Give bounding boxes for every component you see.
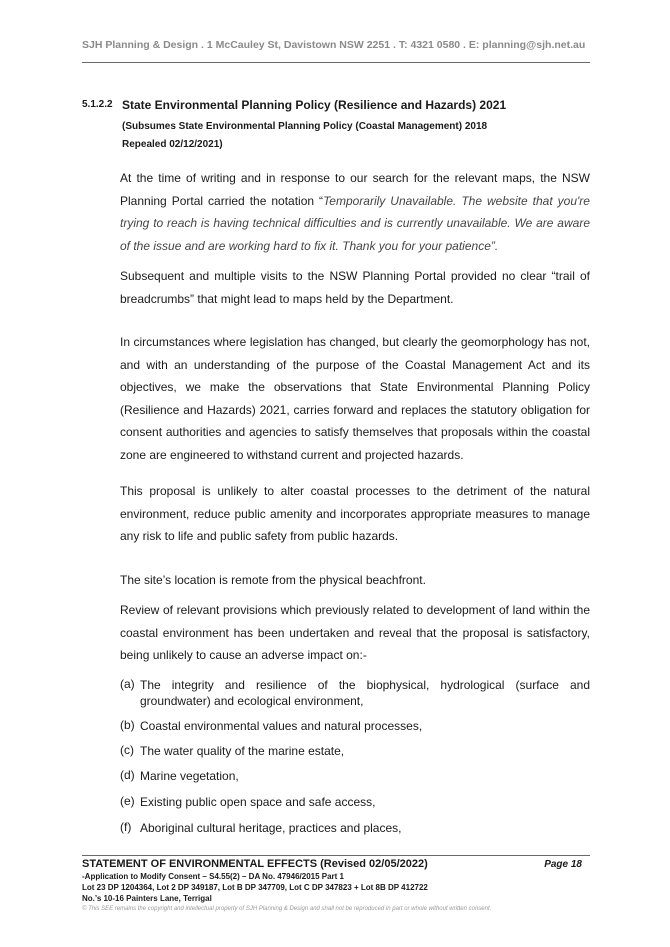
paragraph-portal-notice [120, 167, 590, 257]
list-marker: (a) [120, 677, 135, 691]
list-text: The integrity and resilience of the biophysical, hydrological (surface and groundwater) and ecological environment, [140, 678, 590, 708]
paragraph-portal-lead: At the time of writing and in response to our search for the relevant maps, the NSW Planning Portal carried the notation “ [120, 171, 590, 208]
section-title: State Environmental Planning Policy (Resilience and Hazards) 2021 [122, 98, 507, 112]
paragraph-legislation: In circumstances where legislation has changed, but clearly the geomorphology has not, and with an understanding of the purpose of the Coastal Management Act and its objectives, we make the observations that State Environmental Planning Policy (Resilience and Hazards) 2021, carries forward and replaces the statutory obligation for consent authorities and agencies to satisfy themselves that proposals within the coastal zone are engineered to withstand current and projected hazards. [120, 335, 590, 462]
list-text: Aboriginal cultural heritage, practices and places, [140, 821, 402, 835]
footer-title: STATEMENT OF ENVIRONMENTAL EFFECTS (Revised 02/05/2022) [82, 858, 428, 870]
list-marker: (d) [120, 768, 135, 782]
paragraph-proposal: This proposal is unlikely to alter coastal processes to the detriment of the natural environment, reduce public amenity and incorporates appropriate measures to manage any risk to life and public safety from public hazards. [120, 484, 590, 543]
list-text: Marine vegetation, [140, 769, 239, 783]
footer-lots-line: Lot 23 DP 1204364, Lot 2 DP 349187, Lot B DP 347709, Lot C DP 347823 + Lot 8B DP 412722 [82, 883, 428, 892]
paragraph-site-location: The site’s location is remote from the physical beachfront. [120, 573, 426, 587]
section-number: 5.1.2.2 [82, 99, 113, 110]
copyright-notice: © This SEE remains the copyright and intellectual property of SJH Planning & Design and shall not be reproduced in part or whole without written consent. [82, 906, 492, 912]
page-header: SJH Planning & Design . 1 McCauley St, Davistown NSW 2251 . T: 4321 0580 . E: planning@sjh.net.au [82, 39, 586, 51]
list-text: Existing public open space and safe access, [140, 795, 376, 809]
list-marker: (c) [120, 743, 134, 757]
footer-application-line: -Application to Modify Consent – S4.55(2) – DA No. 47946/2015 Part 1 [82, 872, 344, 881]
section-subtitle-1: (Subsumes State Environmental Planning Policy (Coastal Management) 2018 [122, 121, 488, 132]
list-marker: (e) [120, 794, 135, 808]
list-text: Coastal environmental values and natural processes, [140, 719, 423, 733]
footer-address-line: No.’s 10-16 Painters Lane, Terrigal [82, 894, 212, 903]
header-rule [82, 62, 590, 63]
paragraph-breadcrumbs: Subsequent and multiple visits to the NSW Planning Portal provided no clear “trail of breadcrumbs” that might lead to maps held by the Department. [120, 269, 590, 306]
page-number: Page 18 [544, 859, 582, 870]
list-text: The water quality of the marine estate, [140, 744, 345, 758]
footer-rule [82, 855, 590, 856]
section-subtitle-2: Repealed 02/12/2021) [122, 139, 223, 150]
portal-quote: Temporarily Unavailable. The website that you're trying to reach is having technical difficulties and is currently unavailable. We are aware of the issue and are working hard to fix it. Thank you for your patience”. [120, 193, 590, 253]
paragraph-review: Review of relevant provisions which previously related to development of land within the coastal environment has been undertaken and reveal that the proposal is satisfactory, being unlikely to cause an adverse impact on:- [120, 603, 590, 662]
list-marker: (f) [120, 820, 132, 834]
list-marker: (b) [120, 718, 135, 732]
